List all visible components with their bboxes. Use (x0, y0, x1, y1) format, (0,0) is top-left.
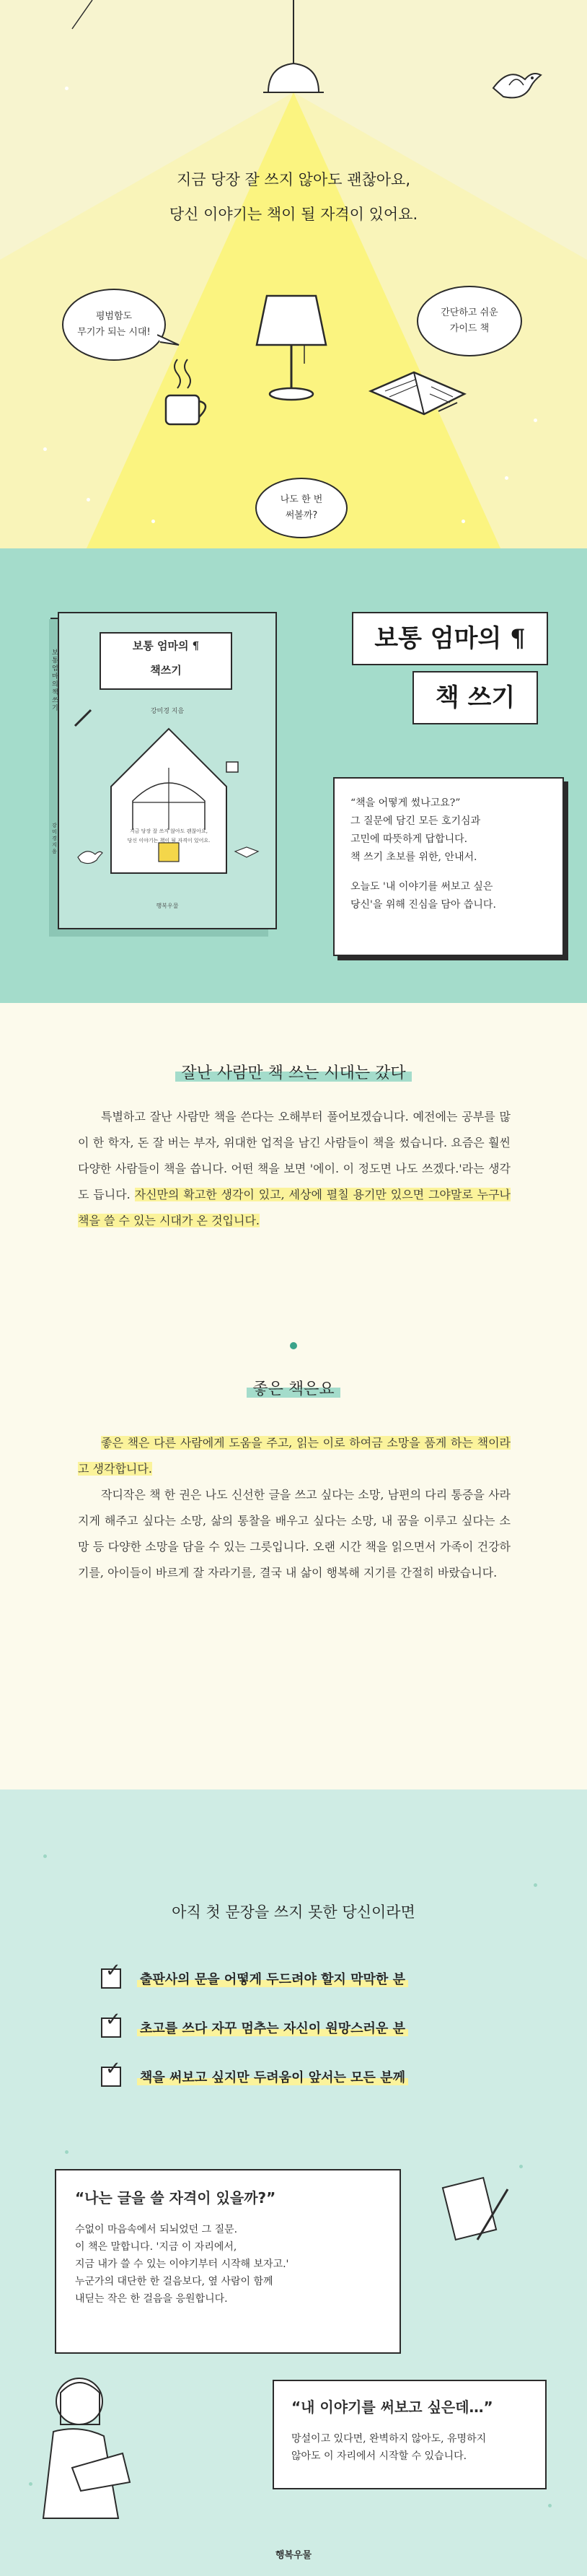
cover-title-line-1: 보통 엄마의 ¶ (132, 639, 200, 652)
quote-card-1-line: 내딛는 작은 한 걸음을 응원합니다. (75, 2293, 228, 2305)
hero-line-2: 당신 이야기는 책이 될 자격이 있어요. (169, 206, 418, 223)
hero-section (0, 0, 587, 548)
bubble-right-line-1: 간단하고 쉬운 (441, 307, 498, 318)
open-book-icon (363, 358, 479, 423)
note-paragraph-2 (350, 878, 547, 914)
cover-cup-icon (222, 755, 244, 776)
section-separator-dot (290, 1342, 297, 1349)
cover-bird-icon (75, 844, 104, 866)
bubble-bottom (255, 478, 348, 538)
quote-card-1-line: 이 책은 말합니다. '지금 이 자리에서, (75, 2241, 237, 2253)
paragraph-2-highlight: 좋은 책은 다른 사람에게 도움을 주고, 읽는 이로 하여금 소망을 품게 하는 책이라고 생각합니다. (78, 1436, 511, 1476)
check-item-2 (101, 2010, 490, 2045)
check-icon: ✓ (105, 2009, 121, 2030)
check-item-2-text: 초고를 쓰다 자꾸 멈추는 자신이 원망스러운 분 (137, 2018, 408, 2037)
sparkle-dot (43, 447, 47, 451)
cover-book-icon (232, 844, 261, 866)
sparkle-dot (534, 1883, 537, 1887)
quote-card-2-title: “내 이야기를 써보고 싶은데…” (291, 2398, 493, 2416)
sparkle-dot (65, 87, 69, 90)
note-line: 그 질문에 담긴 모든 호기심과 (350, 815, 481, 827)
note-line: 오늘도 '내 이야기를 써보고 싶은 (350, 881, 493, 893)
cover-publisher: 행복우물 (156, 903, 179, 909)
sparkle-dot (462, 520, 465, 523)
paragraph-2-text (78, 1430, 511, 1482)
quote-card-2-line: 망설이고 있다면, 완벽하지 않아도, 유명하지 (291, 2433, 487, 2445)
check-item-3-text: 책을 써보고 싶지만 두려움이 앞서는 모든 분께 (137, 2067, 408, 2086)
quote-card-1-title: “나는 글을 쓸 자격이 있을까?” (75, 2189, 276, 2207)
heading-1-text: 잘난 사람만 책 쓰는 시대는 갔다 (175, 1061, 411, 1083)
cover-caption-line-2: 당신 이야기는 책이 될 자격이 있어요. (127, 838, 211, 844)
cover-title-line-2: 책쓰기 (150, 664, 182, 677)
heading-1 (0, 1061, 587, 1083)
cover-house-illustration (104, 722, 234, 880)
paragraph-1-text (78, 1104, 511, 1234)
sparkle-dot (548, 2504, 552, 2507)
bubble-bottom-line-1: 나도 한 번 (280, 494, 323, 505)
bubble-left-tail (157, 329, 186, 351)
cover-caption-line-1: 지금 당장 잘 쓰지 않아도 괜찮아요, (129, 828, 208, 834)
bubble-right (417, 286, 522, 356)
cover-pencil-icon (72, 707, 94, 729)
sparkle-dot (43, 1854, 47, 1858)
check-icon: ✓ (105, 1960, 121, 1981)
cover-title-box (100, 632, 232, 690)
sparkle-dot (87, 498, 90, 501)
check-item-3 (101, 2059, 490, 2094)
paragraph-1 (78, 1104, 511, 1234)
sparkle-dot (505, 476, 508, 480)
heading-2-text: 좋은 책은요 (247, 1377, 340, 1399)
spine-title: 보통 엄마의 책 쓰기 (52, 649, 58, 712)
check-item-1-text: 출판사의 문을 어떻게 두드려야 할지 막막한 분 (137, 1969, 408, 1988)
quote-card-1-line: 수없이 마음속에서 되뇌었던 그 질문. (75, 2224, 238, 2235)
intro-note-card (333, 777, 564, 956)
spine-author: 강미경 지음 (52, 823, 57, 854)
quote-card-2 (273, 2380, 547, 2489)
book-cover (58, 612, 277, 929)
quote-card-2-line: 않아도 이 자리에서 시작할 수 있습니다. (291, 2450, 467, 2462)
bubble-left (62, 289, 166, 361)
book-title-line-2: 책 쓰기 (412, 671, 538, 724)
table-lamp-icon (245, 289, 339, 411)
heading-2 (0, 1377, 587, 1399)
book-title-line-1: 보통 엄마의 ¶ (352, 612, 548, 665)
sparkle-dot (151, 520, 155, 523)
bird-icon (487, 59, 545, 110)
reading-section (0, 1003, 587, 1789)
cover-author: 강미경 지음 (150, 708, 185, 715)
checkbox (101, 2009, 121, 2038)
check-icon: ✓ (105, 2058, 121, 2080)
paragraph-2 (78, 1430, 511, 1586)
publisher-logo: 행복우물 (275, 2550, 312, 2561)
check-item-1 (101, 1961, 490, 1996)
note-paragraph-1 (350, 794, 547, 867)
note-line: 책 쓰기 초보를 위한, 안내서. (350, 851, 477, 863)
bubble-left-line-2: 무기가 되는 시대! (77, 327, 151, 338)
note-line: 고민에 따뜻하게 답합니다. (350, 833, 468, 845)
checkbox (101, 1960, 121, 1989)
cover-caption (112, 827, 225, 846)
quote-card-1-line: 누군가의 대단한 한 걸음보다, 옆 사람이 함께 (75, 2276, 273, 2287)
quote-card-1-line: 지금 내가 쓸 수 있는 이야기부터 시작해 보자고.' (75, 2259, 289, 2270)
book-intro-section (0, 548, 587, 1003)
paragraph-1-highlight: 자신만의 확고한 생각이 있고, 세상에 펼칠 용기만 있으면 그야말로 누구나 책을 쓸 수 있는 시대가 온 것입니다. (78, 1188, 511, 1227)
paragraph-1-normal: 특별하고 잘난 사람만 책을 쓴다는 오해부터 풀어보겠습니다. 예전에는 공부를 많이 한 학자, 돈 잘 버는 부자, 위대한 업적을 남긴 사람들이 책을 썼습니다. 요즘은 훨씬 다양한 사람들이 책을 씁니다. 어떤 책을 보면 '에이. 이 정도면 나도 쓰겠다.'라는 생각도 듭니다. (78, 1110, 511, 1201)
hero-line-1: 지금 당장 잘 쓰지 않아도 괜찮아요, (176, 171, 411, 188)
checkbox (101, 2058, 121, 2087)
notebook-icon (436, 2165, 522, 2251)
note-line: “책을 어떻게 썼나고요?” (350, 797, 461, 809)
sparkle-dot (534, 419, 537, 422)
paragraph-3-text: 작디작은 책 한 권은 나도 신선한 글을 쓰고 싶다는 소망, 남편의 다리 통증을 사라지게 해주고 싶다는 소망, 삶의 통찰을 배우고 싶다는 소망, 내 꿈을 이루고 싶다는 소망 등 다양한 소망을 담을 수 있는 그릇입니다. 오랜 시간 책을 읽으면서 가족이 건강하기를, 아이들이 바르게 잘 자라기를, 결국 내 삶이 행복해 지기를 간절히 바랐습니다. (78, 1488, 511, 1580)
note-line: 당신'을 위해 진심을 담아 씁니다. (350, 899, 496, 911)
sparkle-dot (65, 2150, 69, 2154)
reading-woman-illustration (29, 2367, 159, 2547)
coffee-cup-icon (156, 354, 221, 433)
quote-card-1 (55, 2169, 401, 2354)
bottom-section (0, 1789, 587, 2576)
bubble-bottom-line-2: 써볼까? (285, 510, 318, 521)
bubble-left-line-1: 평범함도 (95, 311, 133, 322)
bubble-right-line-2: 가이드 책 (449, 323, 490, 334)
bottom-heading: 아직 첫 문장을 쓰지 못한 당신이라면 (172, 1903, 415, 1921)
